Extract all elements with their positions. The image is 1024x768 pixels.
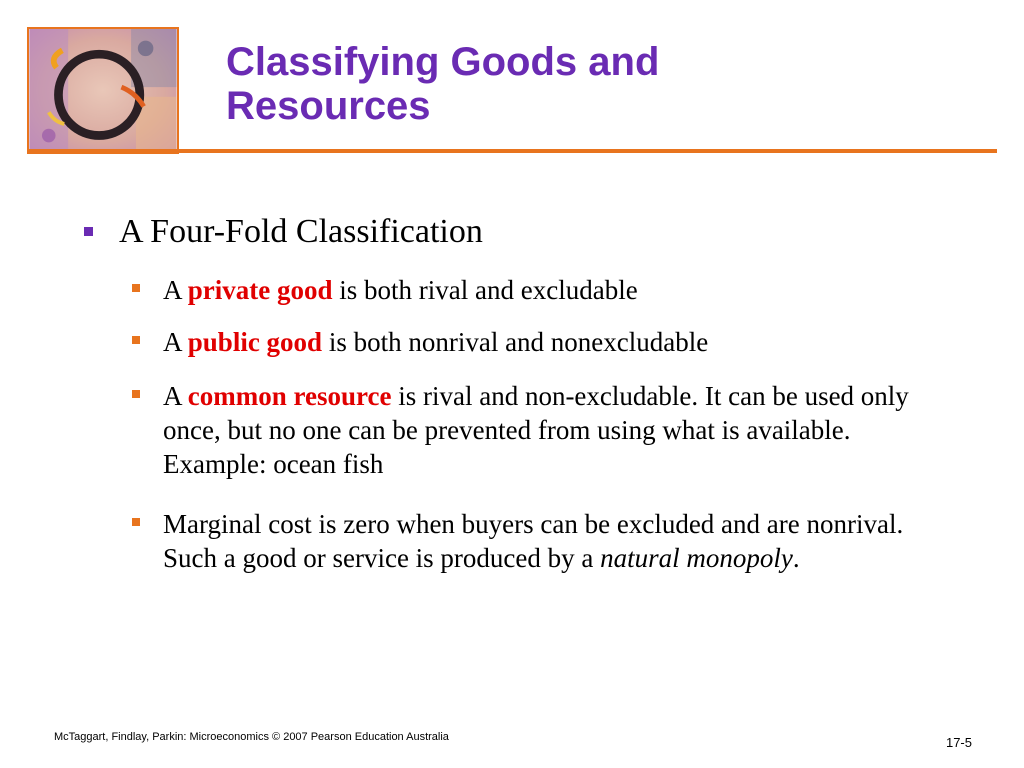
square-bullet-icon: [84, 227, 93, 236]
main-bullet-text: A Four-Fold Classification: [119, 213, 483, 250]
bullet-suffix: is both nonrival and nonexcludable: [322, 327, 709, 357]
slide-title: [226, 40, 659, 128]
sub-bullet-common-resource: [132, 379, 932, 481]
bullet-suffix: is both rival and excludable: [332, 275, 638, 305]
page-number: 17-5: [945, 735, 972, 750]
bullet-prefix: A: [163, 381, 188, 411]
highlight-term: private good: [187, 275, 333, 305]
sub-bullet-text: [163, 273, 932, 307]
footer-citation: McTaggart, Findlay, Parkin: Microeconomics © 2007 Pearson Education Australia: [54, 731, 449, 743]
square-bullet-icon: [132, 518, 140, 526]
abstract-art-icon: [29, 29, 177, 152]
title-line-2: Resources: [226, 84, 431, 128]
italic-term: natural monopoly: [600, 543, 793, 573]
bullet-suffix: is rival and non-excludable. It can be used only once, but no one can be prevented from using what is available. Example: ocean fish: [163, 381, 909, 479]
sub-bullet-text: [163, 507, 932, 575]
bullet-prefix: Marginal cost is zero when buyers can be excluded and are nonrival. Such a good or service is produced by a: [163, 509, 904, 573]
sub-bullet-text: [163, 325, 932, 359]
square-bullet-icon: [132, 336, 140, 344]
bullet-suffix: .: [792, 543, 800, 573]
bullet-prefix: A: [163, 275, 188, 305]
highlight-term: public good: [187, 327, 323, 357]
sub-bullet-public-good: [132, 325, 932, 359]
title-divider: [27, 149, 997, 153]
title-line-1: Classifying Goods and: [226, 40, 660, 84]
square-bullet-icon: [132, 390, 140, 398]
sub-bullet-private-good: [132, 273, 932, 307]
decorative-logo-image: [27, 27, 179, 154]
square-bullet-icon: [132, 284, 140, 292]
bullet-prefix: A: [163, 327, 188, 357]
highlight-term: common resource: [187, 381, 392, 411]
sub-bullet-text: [163, 379, 932, 481]
sub-bullet-natural-monopoly: [132, 507, 932, 575]
